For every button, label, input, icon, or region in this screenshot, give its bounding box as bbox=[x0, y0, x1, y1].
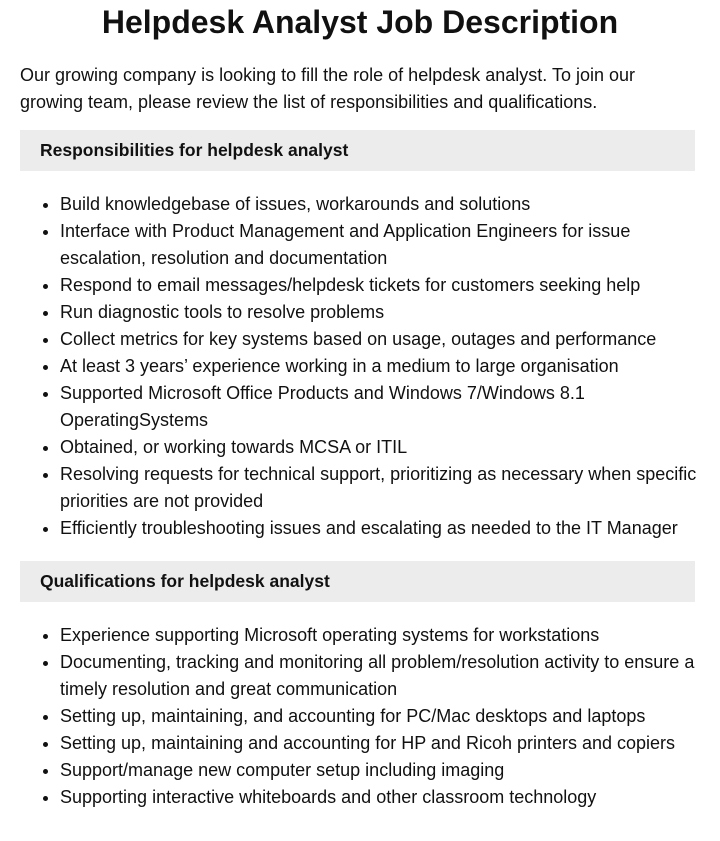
page-title: Helpdesk Analyst Job Description bbox=[101, 4, 619, 40]
list-item: • Supporting interactive whiteboards and other classroom technology bbox=[60, 784, 700, 811]
list-item: • Setting up, maintaining and accounting for HP and Ricoh printers and copiers bbox=[60, 730, 700, 757]
qualifications-list bbox=[0, 622, 720, 811]
list-item: • At least 3 years’ experience working in a medium to large organisation bbox=[60, 353, 700, 380]
intro-paragraph: Our growing company is looking to fill the role of helpdesk analyst. To join our growing team, please review the list of responsibilities and qualifications. bbox=[20, 65, 635, 112]
qualifications-heading: Qualifications for helpdesk analyst bbox=[20, 561, 695, 602]
list-item: • Interface with Product Management and Application Engineers for issue escalation, resolution and documentation bbox=[60, 218, 700, 272]
list-item: • Run diagnostic tools to resolve problems bbox=[60, 299, 700, 326]
responsibilities-heading: Responsibilities for helpdesk analyst bbox=[20, 130, 695, 171]
list-item: • Supported Microsoft Office Products and Windows 7/Windows 8.1 OperatingSystems bbox=[60, 380, 700, 434]
list-item: • Respond to email messages/helpdesk tickets for customers seeking help bbox=[60, 272, 700, 299]
list-item: • Documenting, tracking and monitoring all problem/resolution activity to ensure a timely resolution and great communication bbox=[60, 649, 700, 703]
list-item: • Setting up, maintaining, and accounting for PC/Mac desktops and laptops bbox=[60, 703, 700, 730]
list-item: • Resolving requests for technical support, prioritizing as necessary when specific priorities are not provided bbox=[60, 461, 700, 515]
list-item: • Build knowledgebase of issues, workarounds and solutions bbox=[60, 191, 700, 218]
list-item: • Efficiently troubleshooting issues and escalating as needed to the IT Manager bbox=[60, 515, 700, 542]
responsibilities-list bbox=[0, 191, 720, 542]
list-item: • Collect metrics for key systems based on usage, outages and performance bbox=[60, 326, 700, 353]
list-item: • Experience supporting Microsoft operating systems for workstations bbox=[60, 622, 700, 649]
list-item: • Obtained, or working towards MCSA or ITIL bbox=[60, 434, 700, 461]
list-item: • Support/manage new computer setup including imaging bbox=[60, 757, 700, 784]
